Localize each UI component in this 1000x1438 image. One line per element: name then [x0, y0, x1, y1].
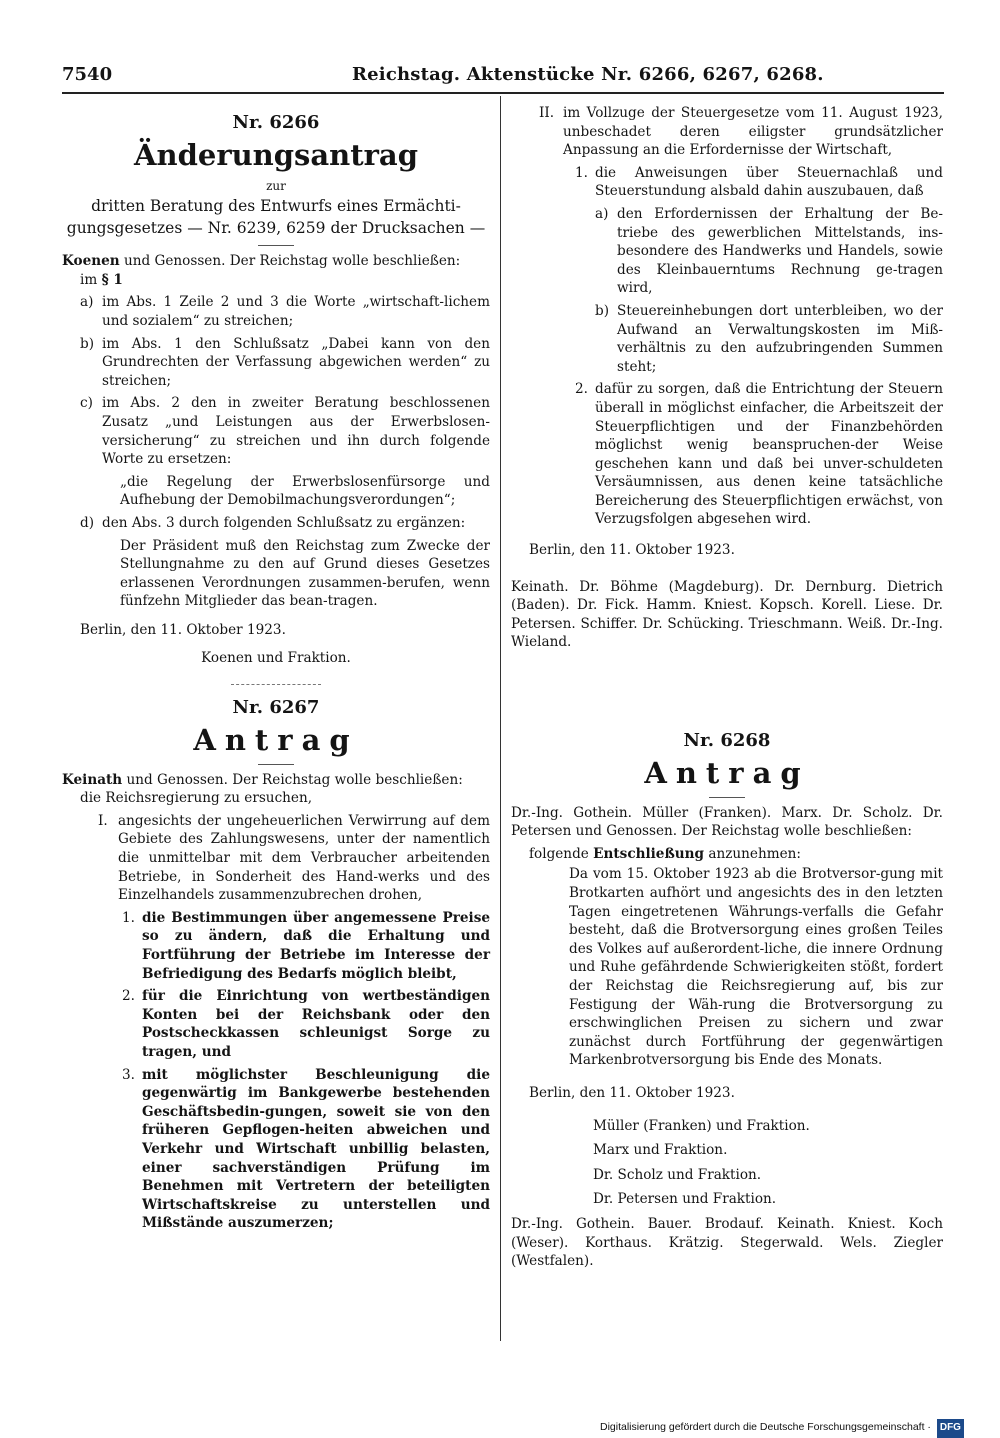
point-II: [511, 104, 943, 160]
doc-subtitle: dritten Beratung des Entwurfs eines Ermächti-gungsgesetzes — Nr. 6239, 6259 der Drucksachen —: [66, 197, 486, 238]
doc-number: [62, 699, 490, 718]
item-text: Steuereinhebungen dort unterbleiben, wo der Aufwand an Verwaltungskosten im Miß-verhältnis zu den aufzubringenden Summen steht;: [617, 302, 943, 375]
item-text: den Abs. 3 durch folgenden Schlußsatz zu ergänzen:: [102, 514, 466, 531]
date-line: Berlin, den 11. Oktober 1923.: [529, 1084, 735, 1101]
right-column: [511, 100, 943, 1271]
intro-paragraph: [62, 771, 490, 790]
item-label: 3.: [122, 1066, 135, 1083]
item-text: den Erfordernissen der Erhaltung der Be-triebe des gewerblichen Mittelstands, ins-besondere des Handwerks und Handels, sowie des Kleinbauerntums Rechnung ge-tragen wird,: [617, 205, 943, 297]
doc-number: [511, 732, 943, 751]
fraktion-line: Dr. Scholz und Fraktion.: [593, 1166, 762, 1183]
separator-rule: [258, 245, 294, 246]
doc-title: Antrag: [644, 755, 810, 790]
list-item: [62, 293, 490, 330]
intro-text: und Genossen. Der Reichstag wolle beschließen:: [123, 253, 461, 270]
nr-number: 6266: [269, 112, 320, 133]
zur-text: zur: [266, 178, 286, 193]
section-symbol: § 1: [101, 271, 123, 288]
list-item: [62, 987, 490, 1061]
item-text: mit möglichster Beschleunigung die gegenwärtig im Bankgewerbe bestehenden Geschäftsbedin-gungen, soweit sie von den früheren Gepflogen-heiten abweichen und Verkehr und Wirtschaft unbillig belasten, einer sachverständigen Prüfung im Benehmen mit Vertretern der beteiligten Wirtschaftskreise zu unterstellen und Mißstände auszumerzen;: [142, 1066, 490, 1232]
line-post: anzunehmen:: [708, 845, 801, 862]
list-item: [62, 514, 490, 533]
doc-title: Antrag: [193, 722, 359, 757]
item-text: im Abs. 2 den in zweiter Beratung beschlossenen Zusatz „und Leistungen aus der Erwerbslosen-versicherung“ zu streichen und ihn durch folgende Worte zu ersetzen:: [102, 395, 490, 468]
list-item: [511, 205, 943, 298]
column-divider: [500, 96, 501, 1341]
intro-text: und Genossen. Der Reichstag wolle beschließen:: [126, 771, 463, 788]
item-text: die Bestimmungen über angemessene Preise so zu ändern, daß die Erhaltung und Fortführung der Betriebe im Interesse der Befriedigung des Bedarfs möglich bleibt,: [142, 909, 490, 982]
document-6266: [62, 114, 490, 668]
list-item: [62, 909, 490, 983]
item-label: a): [595, 205, 609, 222]
line-bold: Entschließung: [593, 845, 705, 862]
item-text: im Abs. 1 Zeile 2 und 3 die Worte „wirtschaft-lichem und sozialem“ zu streichen;: [102, 294, 490, 329]
doc-number: [62, 114, 490, 133]
document-6267: [62, 699, 490, 1233]
item-label: 1.: [122, 909, 135, 926]
list-item: [62, 335, 490, 391]
list-item: [511, 164, 943, 201]
nr-label: Nr.: [683, 730, 715, 752]
list-item: [511, 302, 943, 376]
left-column: [62, 100, 490, 1237]
im-text: im: [80, 271, 98, 288]
item-label: 2.: [575, 381, 588, 398]
list-item: [62, 394, 490, 468]
request-line: die Reichsregierung zu ersuchen,: [80, 790, 313, 807]
signatories: Dr.-Ing. Gothein. Bauer. Brodauf. Keinath. Kniest. Koch (Weser). Korthaus. Krätzig. Stegerwald. Wels. Ziegler (Westfalen).: [511, 1215, 943, 1270]
nr-number: 6267: [269, 697, 320, 719]
fraktion-line: Müller (Franken) und Fraktion.: [593, 1117, 810, 1134]
point-I: [62, 812, 490, 905]
document-6267-continued: [511, 104, 943, 652]
page-number: 7540: [62, 64, 113, 85]
date-line: Berlin, den 11. Oktober 1923.: [529, 542, 735, 559]
separator-rule: [258, 764, 294, 765]
quote-d: Der Präsident muß den Reichstag zum Zwecke der Stellungnahme zu den auf Grund dieses Gesetzes erlassenen Verordnungen zusammen-berufen, wenn fünfzehn Mitglieder das bean-tragen.: [120, 537, 490, 610]
footer-credit: [600, 1418, 964, 1438]
list-item: [62, 1066, 490, 1233]
item-text: dafür zu sorgen, daß die Entrichtung der Steuern überall in möglichst einfacher, die Arbeitszeit der Steuerpflichtigen und der Finanzbehörden möglichst wenig beanspruchen-der Weise geschehen kann und daß bei unver-schuldeten Versäumnissen, aus denen keine tatsächliche Bereicherung des Steuerpflichtigen erwächst, von Verzugsfolgen abgesehen wird.: [595, 381, 943, 528]
section-ref: [62, 271, 490, 290]
page-header: [62, 62, 944, 94]
intro-paragraph: [62, 252, 490, 271]
list-item: [511, 380, 943, 529]
item-label: II.: [539, 105, 555, 121]
item-label: 1.: [575, 164, 588, 181]
date-line: Berlin, den 11. Oktober 1923.: [80, 621, 286, 638]
intro-name: Koenen: [62, 253, 120, 270]
nr-label: Nr.: [232, 697, 264, 719]
document-6268: [511, 732, 943, 1271]
resolution-body: Da vom 15. Oktober 1923 ab die Brotversor-gung mit Brotkarten aufhört und angesichts des in den letzten Tagen eingetretenen Währungs-verfalls die Gefahr besteht, daß die Brotversorgung eines großen Teiles des Volkes auf außerordent-liche, die innere Ordnung und Ruhe gefährdende Schwierigkeiten stößt, fordert der Reichstag die Reichsregierung auf, bis zur Festigung der Wäh-rung die Brotversorgung zu erschwinglichen Preisen zu sichern und zwar zunächst durch Fortführung der gegenwärtigen Markenbrotversorgung bis Ende des Monats.: [569, 866, 943, 1069]
item-label: I.: [98, 812, 108, 829]
document-separator: [231, 684, 321, 685]
fraktion-list: [511, 1117, 943, 1209]
resolution-line: [511, 845, 943, 864]
item-label: 2.: [122, 988, 135, 1005]
quote-c: „die Regelung der Erwerbslosenfürsorge und Aufhebung der Demobilmachungsverordungen“;: [120, 473, 490, 509]
item-text: angesichts der ungeheuerlichen Verwirrung auf dem Gebiete des Zahlungswesens, unter der namentlich die unmittelbar mit dem Verbraucher arbeitenden Betriebe, in Sonderheit des Hand-werks und des Einzelhandels zusammenzubrechen drohen,: [118, 812, 490, 904]
separator-rule: [709, 797, 745, 798]
doc-title: Änderungsantrag: [134, 137, 418, 172]
item-label: d): [80, 514, 95, 531]
item-label: a): [80, 294, 94, 311]
item-text: im Vollzuge der Steuergesetze vom 11. August 1923, unbeschadet deren eiligster grundsätzlicher Anpassung an die Erfordernisse der Wirtschaft,: [563, 105, 943, 159]
signatories: Keinath. Dr. Böhme (Magdeburg). Dr. Dernburg. Dietrich (Baden). Dr. Fick. Hamm. Kniest. Kopsch. Korell. Liese. Dr. Petersen. Schiffer. Dr. Schücking. Trieschmann. Weiß. Dr.-Ing. Wieland.: [511, 578, 943, 651]
header-title: Reichstag. Aktenstücke Nr. 6266, 6267, 6268.: [352, 64, 824, 85]
item-text: im Abs. 1 den Schlußsatz „Dabei kann von den Grundrechten der Verfassung abgewichen werden“ zu streichen;: [102, 335, 490, 389]
intro-name: Keinath: [62, 771, 123, 788]
fraktion-line: Marx und Fraktion.: [593, 1142, 728, 1159]
fraktion-line: Dr. Petersen und Fraktion.: [593, 1191, 777, 1208]
line-pre: folgende: [529, 845, 589, 862]
item-text: die Anweisungen über Steuernachlaß und Steuerstundung alsbald dahin auszubauen, daß: [595, 164, 943, 200]
item-text: für die Einrichtung von wertbeständigen Konten bei der Reichsbank oder den Postscheckkassen schleunigst Sorge zu tragen, und: [142, 988, 490, 1060]
dfg-logo: DFG: [937, 1419, 964, 1438]
item-label: b): [595, 302, 610, 319]
signature: Koenen und Fraktion.: [201, 650, 351, 667]
footer-text: Digitalisierung gefördert durch die Deutsche Forschungsgemeinschaft ·: [600, 1421, 931, 1433]
intro-paragraph: Dr.-Ing. Gothein. Müller (Franken). Marx. Dr. Scholz. Dr. Petersen und Genossen. Der Reichstag wolle beschließen:: [511, 804, 943, 840]
nr-label: Nr.: [232, 112, 264, 133]
nr-number: 6268: [720, 730, 771, 752]
item-label: c): [80, 395, 93, 412]
item-label: b): [80, 335, 95, 352]
